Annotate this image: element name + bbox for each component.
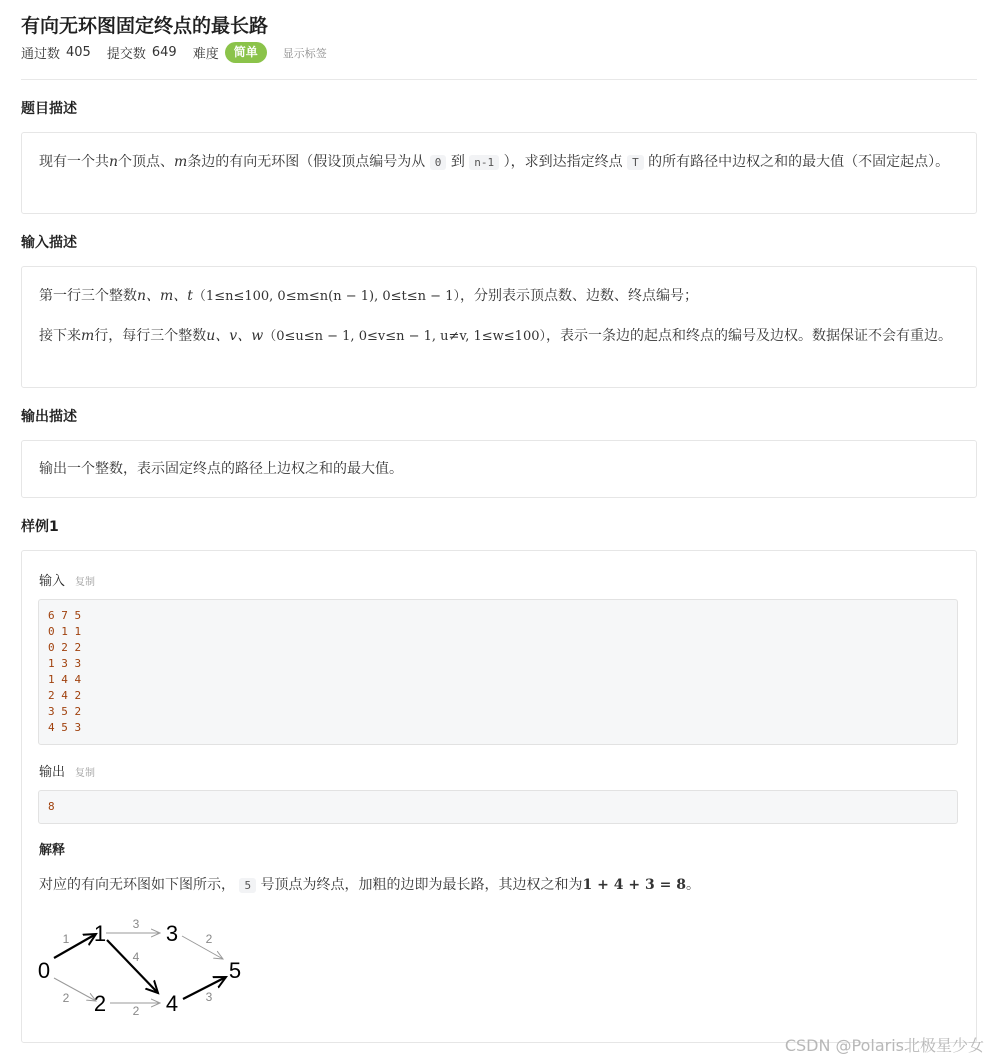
- edge-0-1: [54, 934, 96, 958]
- sample-input-label-row: [39, 570, 95, 589]
- desc-text-6: 的所有路径中边权之和的最大值（不固定起点）。: [648, 154, 950, 170]
- difficulty-badge: 简单: [225, 42, 267, 63]
- sample-input-label: 输入: [39, 574, 66, 589]
- node-0: 0: [37, 958, 51, 983]
- input-l2-pre: 接下来: [39, 328, 81, 344]
- explain-mid: 号顶点为终点，加粗的边即为最长路，其边权之和为: [260, 877, 583, 893]
- node-5: 5: [228, 958, 242, 983]
- passed-label: 通过数: [21, 47, 61, 62]
- description-card: [21, 132, 977, 214]
- problem-title: 有向无环图固定终点的最长路: [21, 15, 269, 37]
- weight-0-2: 2: [62, 991, 70, 1005]
- input-l1-post: ，分别表示顶点数、边数、终点编号；: [459, 288, 698, 304]
- weight-3-5: 2: [205, 932, 213, 946]
- submitted-value: 649: [151, 45, 177, 60]
- input-l1-range: （1≤n≤100, 0≤m≤n(n − 1), 0≤t≤n − 1）: [192, 289, 460, 304]
- desc-text-2: 个顶点、: [118, 154, 175, 170]
- explain-pre: 对应的有向无环图如下图所示，: [39, 877, 235, 893]
- sample-output-label-row: [39, 761, 95, 780]
- var-m: m: [174, 154, 188, 170]
- copy-input-button[interactable]: 复制: [75, 577, 96, 588]
- explain-code-5: 5: [239, 878, 256, 893]
- input-heading: 输入描述: [21, 235, 77, 251]
- weight-1-4: 4: [132, 950, 140, 964]
- weight-1-3: 3: [132, 917, 140, 931]
- input-line-1: [39, 284, 959, 309]
- output-heading: 输出描述: [21, 409, 77, 425]
- code-n-minus-1: n-1: [469, 155, 499, 170]
- node-4: 4: [165, 991, 179, 1016]
- code-zero: 0: [430, 155, 447, 170]
- description-text: [39, 150, 959, 175]
- weight-2-4: 2: [132, 1004, 140, 1018]
- node-2: 2: [93, 991, 107, 1016]
- code-T: T: [627, 155, 644, 170]
- sample-card: [21, 550, 977, 1043]
- input-l2-mid: 行，每行三个整数: [94, 328, 207, 344]
- input-l2-range: （0≤u≤n − 1, 0≤v≤n − 1, u≠v, 1≤w≤100）: [263, 329, 546, 344]
- edge-3-5: [182, 936, 223, 959]
- watermark: CSDN @Polaris北极星少女: [784, 1036, 984, 1055]
- sample-input-block[interactable]: 6 7 5 0 1 1 0 2 2 1 3 3 1 4 4 2 4 2 3 5 2 4 5 3: [38, 599, 958, 745]
- input-line-2: [39, 324, 959, 349]
- desc-text-3: 条边的有向无环图（假设顶点编号为从: [187, 154, 426, 170]
- difficulty-label: 难度: [192, 47, 219, 62]
- problem-meta: [21, 42, 327, 63]
- output-text: 输出一个整数，表示固定终点的路径上边权之和的最大值。: [39, 461, 403, 477]
- input-card: [21, 266, 977, 388]
- header-divider: [21, 79, 977, 80]
- sample-output-label: 输出: [39, 765, 66, 780]
- edge-0-2: [54, 978, 96, 1001]
- output-card: [21, 440, 977, 498]
- sample-heading: 样例1: [21, 519, 59, 535]
- submitted-label: 提交数: [106, 47, 146, 62]
- edge-4-5: [183, 977, 226, 999]
- weight-0-1: 1: [62, 932, 70, 946]
- show-tags-link[interactable]: 显示标签: [282, 46, 327, 60]
- sample-output-block[interactable]: 8: [38, 790, 958, 824]
- desc-text-1: 现有一个共: [39, 154, 109, 170]
- explain-text: [39, 873, 959, 898]
- weight-4-5: 3: [205, 990, 213, 1004]
- description-heading: 题目描述: [21, 101, 77, 117]
- explain-post: 。: [685, 877, 700, 893]
- copy-output-button[interactable]: 复制: [75, 768, 96, 779]
- dag-figure: [30, 911, 250, 1021]
- passed-value: 405: [66, 45, 91, 60]
- explain-heading: 解释: [39, 843, 66, 858]
- node-3: 3: [165, 921, 179, 946]
- desc-text-5: ），求到达指定终点: [503, 154, 623, 170]
- explain-math: 1 + 4 + 3 = 8: [582, 877, 686, 893]
- var-n: n: [109, 154, 119, 170]
- input-l1-pre: 第一行三个整数: [39, 288, 137, 304]
- input-l1-vars: n、m、t: [137, 288, 193, 304]
- desc-text-4: 到: [450, 154, 465, 170]
- node-1: 1: [93, 921, 107, 946]
- edge-1-4: [107, 940, 158, 993]
- input-l2-var: m: [81, 328, 95, 344]
- input-l2-vars: u、v、w: [206, 328, 264, 344]
- input-l2-post: ，表示一条边的起点和终点的编号及边权。数据保证不会有重边。: [546, 328, 952, 344]
